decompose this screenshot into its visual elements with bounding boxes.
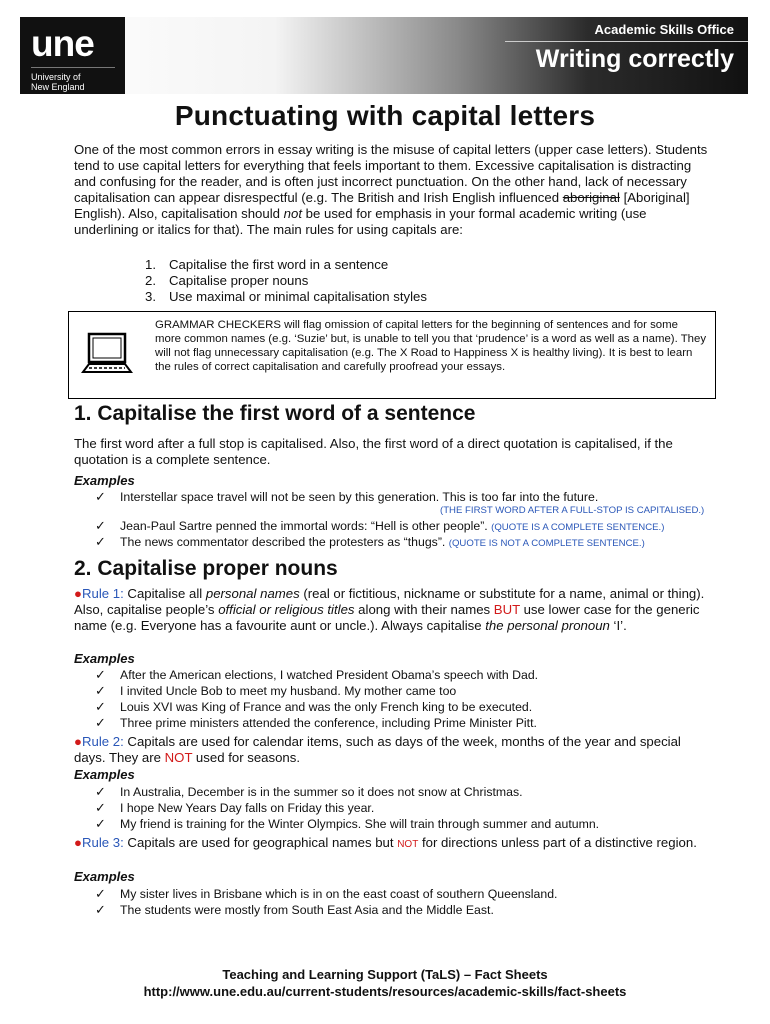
checkmark-icon: ✓ [95, 902, 106, 917]
banner-title: Writing correctly [535, 45, 734, 73]
example-item [95, 886, 557, 902]
list-text: Capitalise the first word in a sentence [169, 257, 389, 272]
laptop-icon [81, 330, 133, 382]
list-number: 2. [145, 273, 156, 288]
rule-text: Capitals are used for calendar items, such as days of the week, months of the year and special days. They are [74, 734, 681, 765]
rule-2 [74, 734, 714, 766]
rule-label: Rule 2: [81, 734, 124, 749]
examples-label: Examples [74, 869, 135, 884]
rule-3 [74, 835, 714, 853]
page-title: Punctuating with capital letters [174, 100, 596, 131]
list-item [145, 289, 427, 305]
bullet-dot-icon: ● [74, 734, 82, 749]
rule-label: Rule 3: [81, 835, 124, 850]
checkmark-icon: ✓ [95, 534, 106, 549]
example-note: (THE FIRST WORD AFTER A FULL-STOP IS CAPITALISED.) [440, 505, 705, 516]
emphasis-not: not [283, 206, 302, 221]
example-text: My friend is training for the Winter Olympics. She will train through summer and autumn. [120, 817, 600, 831]
rule-red-word: NOT [164, 750, 193, 765]
example-text: Three prime ministers attended the conference, including Prime Minister Pitt. [120, 716, 537, 730]
rule-emphasis: personal names [205, 586, 300, 601]
example-item [95, 518, 664, 535]
rule-1 [74, 586, 714, 634]
checkmark-icon: ✓ [95, 489, 106, 504]
une-logo [20, 17, 125, 94]
checkmark-icon: ✓ [95, 683, 106, 698]
rule-red-word: NOT [397, 839, 419, 850]
example-item [95, 800, 374, 816]
header-banner [20, 17, 748, 94]
footer-link[interactable]: http://www.une.edu.au/current-students/resources/academic-skills/fact-sheets [143, 984, 627, 999]
example-text: Louis XVI was King of France and was the only French king to be executed. [120, 700, 533, 714]
examples-label: Examples [74, 473, 135, 488]
struck-word: aboriginal [562, 190, 620, 205]
bullet-dot-icon: ● [74, 835, 82, 850]
list-text: Capitalise proper nouns [169, 273, 309, 288]
list-item [145, 257, 427, 273]
rule-text: along with their names [354, 602, 494, 617]
rule-text: (real or fictitious, nickname or substitute for a name, animal or thing). Also, capitalise people’s [74, 586, 705, 617]
grammar-checker-box [68, 311, 716, 399]
example-item [95, 699, 532, 715]
example-item [95, 902, 494, 918]
example-text: Jean-Paul Sartre penned the immortal words: “Hell is other people”. [120, 519, 488, 533]
example-note: (QUOTE IS A COMPLETE SENTENCE.) [491, 522, 665, 533]
example-text: The news commentator described the protesters as “thugs”. [120, 535, 446, 549]
rule-red-word: BUT [493, 602, 520, 617]
example-item [95, 683, 456, 699]
section-1-heading: 1. Capitalise the first word of a sentence [74, 402, 476, 425]
rule-text: Capitalise all [123, 586, 206, 601]
rule-emphasis: the personal pronoun [485, 618, 610, 633]
example-item [95, 534, 645, 551]
example-text: Interstellar space travel will not be seen by this generation. This is too far into the future. [120, 490, 599, 504]
example-text: The students were mostly from South East Asia and the Middle East. [120, 903, 494, 917]
checkmark-icon: ✓ [95, 699, 106, 714]
intro-text-c: be used for emphasis in your formal academic writing (use underlining or italics for that). The main rules for using capitals are: [74, 206, 647, 237]
logo-divider [31, 67, 115, 68]
rule-label: Rule 1: [81, 586, 124, 601]
footer-title: Teaching and Learning Support (TaLS) – Fact Sheets [222, 967, 548, 982]
list-text: Use maximal or minimal capitalisation styles [169, 289, 427, 304]
checkmark-icon: ✓ [95, 518, 106, 533]
rule-text: used for seasons. [192, 750, 301, 765]
checkmark-icon: ✓ [95, 886, 106, 901]
list-item [145, 273, 427, 289]
checkmark-icon: ✓ [95, 784, 106, 799]
office-name: Academic Skills Office [594, 22, 734, 37]
rules-list [145, 257, 427, 305]
bullet-dot-icon: ● [74, 586, 82, 601]
list-number: 3. [145, 289, 156, 304]
example-text: After the American elections, I watched President Obama’s speech with Dad. [120, 668, 539, 682]
example-item [95, 715, 537, 731]
rule-text: Capitals are used for geographical names but [123, 835, 398, 850]
checkmark-icon: ✓ [95, 816, 106, 831]
intro-text-a: One of the most common errors in essay writing is the misuse of capital letters (upper case letters). Students tend to use capital letters for everything that feels important to them. Excessive capitalisation is distracting and confusing for the reader, and is often just incorrect punctuation. On the other hand, lack of necessary capitalisation can appear disrespectful (e.g. The British and Irish English influenced [74, 142, 708, 205]
intro-paragraph [74, 142, 714, 238]
rule-text: for directions unless part of a distinctive region. [418, 835, 697, 850]
section-1-body: The first word after a full stop is capitalised. Also, the first word of a direct quotation is capitalised, if the quotation is a complete sentence. [74, 436, 673, 467]
examples-label: Examples [74, 767, 135, 782]
example-note: (QUOTE IS NOT A COMPLETE SENTENCE.) [448, 538, 645, 549]
intro-text-b: [Aboriginal] English). Also, capitalisation should [74, 190, 690, 221]
rule-text: use lower case for the generic name (e.g. Everyone has a favourite aunt or uncle.). Always capitalise [74, 602, 700, 633]
grammar-checker-text: GRAMMAR CHECKERS will flag omission of capital letters for the beginning of sentences and for some more common names (e.g. ‘Suzie’ but, is unable to tell you that ‘prudence’ is a word as well as a name). They will not flag unnecessary capitalisation (e.g. The X Road to Happiness X is healthy living). It is best to learn the rules of correct capitalisation and carefully proofread your essays. [155, 319, 707, 373]
example-item [95, 816, 599, 832]
example-text: In Australia, December is in the summer so it does not snow at Christmas. [120, 785, 523, 799]
checkmark-icon: ✓ [95, 715, 106, 730]
example-text: I invited Uncle Bob to meet my husband. My mother came too [120, 684, 457, 698]
list-number: 1. [145, 257, 156, 272]
example-text: My sister lives in Brisbane which is in on the east coast of southern Queensland. [120, 887, 558, 901]
rule-text: ‘I’. [609, 618, 627, 633]
examples-label: Examples [74, 651, 135, 666]
checkmark-icon: ✓ [95, 667, 106, 682]
example-item [95, 667, 538, 683]
banner-divider [505, 41, 748, 42]
logo-line-1: University of [31, 72, 81, 82]
example-text: I hope New Years Day falls on Friday this year. [120, 801, 375, 815]
example-item [95, 784, 523, 800]
logo-mark: une [31, 23, 94, 64]
logo-line-2: New England [31, 82, 85, 92]
rule-emphasis: official or religious titles [218, 602, 355, 617]
checkmark-icon: ✓ [95, 800, 106, 815]
section-2-heading: 2. Capitalise proper nouns [74, 557, 338, 580]
